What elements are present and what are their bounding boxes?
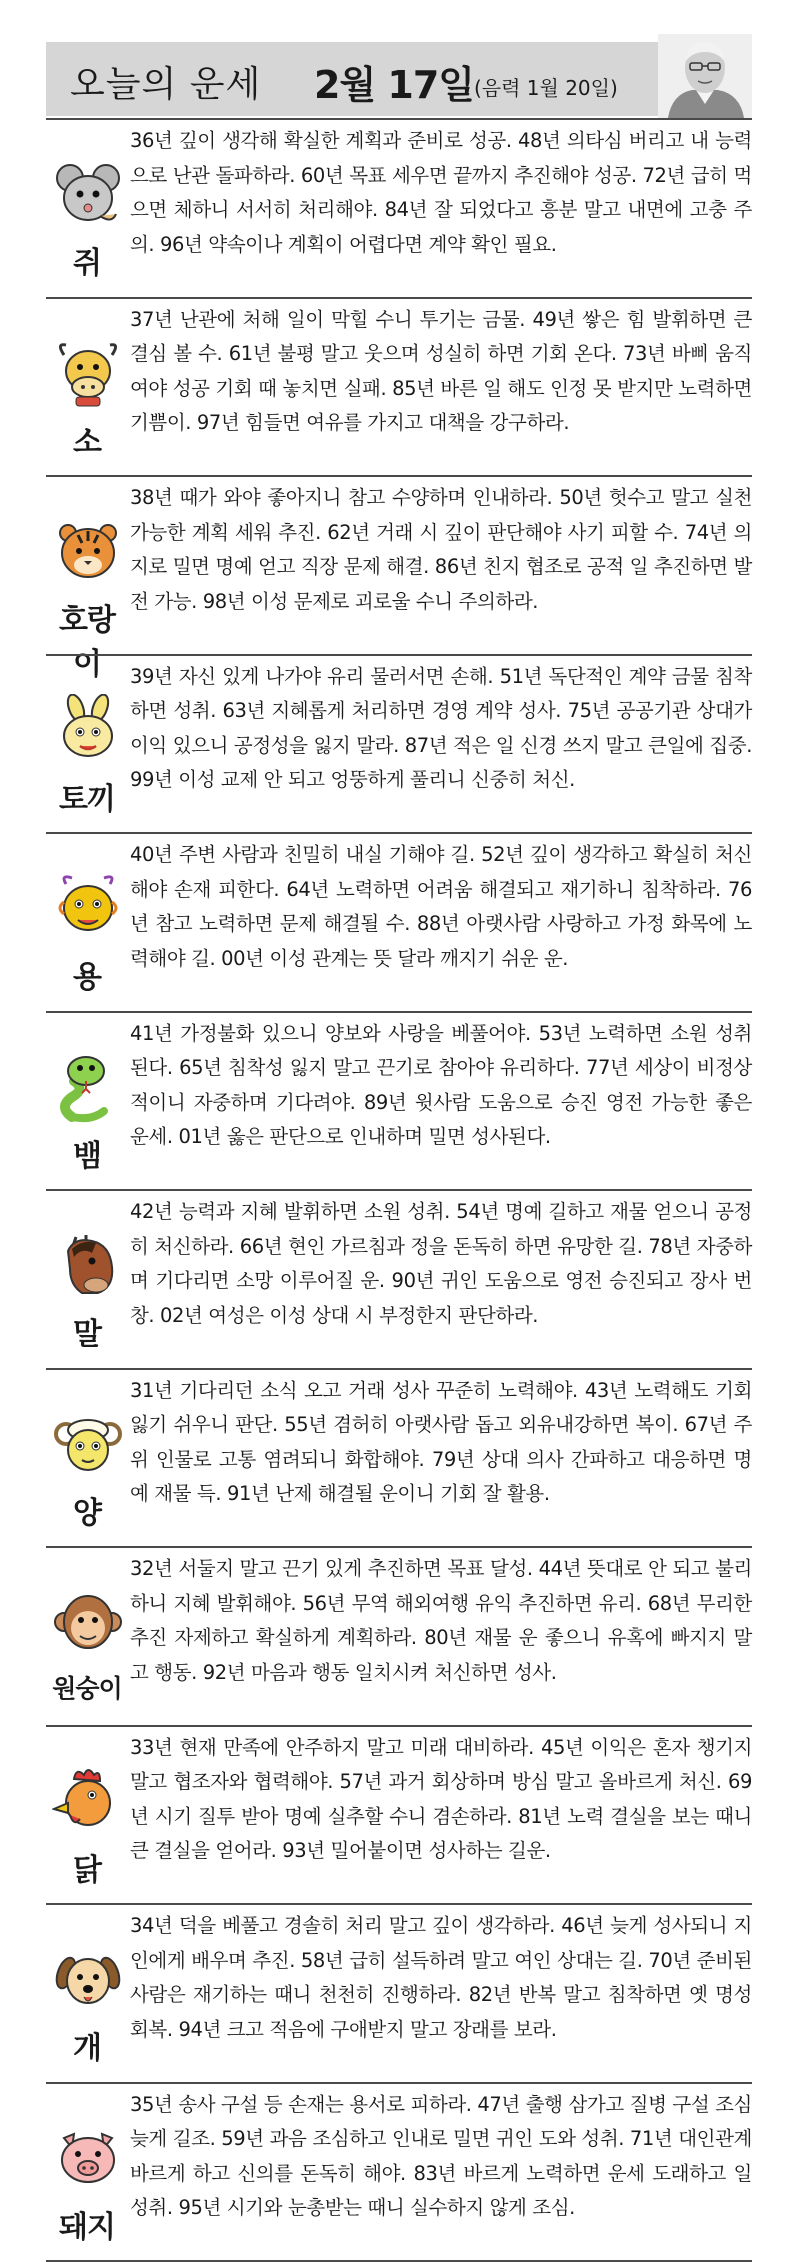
list-item (46, 297, 752, 476)
fortune-text: 37년 난관에 처해 일이 막힐 수니 투기는 금물. 49년 쌓은 힘 발휘하면 큰 결심 볼 수. 61년 불평 말고 웃으며 성실히 하면 기회 온다. 73년 바삐 움직여야 성공 기회 때 놓치면 실패. 85년 바른 일 해도 인정 못 받지만 노력하면 기쁨이. 97년 힘들면 여유를 가지고 대책을 강구하라. (130, 303, 752, 441)
rooster-icon (52, 1765, 124, 1837)
fortune-text: 39년 자신 있게 나가야 유리 물러서면 손해. 51년 독단적인 계약 금물 침착하면 성취. 63년 지혜롭게 처리하면 경영 계약 성사. 75년 공공기관 상대가 이익 있으니 공정성을 잃지 말라. 87년 적은 일 신경 쓰지 말고 큰일에 집중. 99년 이성 교제 안 되고 엉뚱하게 풀리니 신중히 처신. (130, 660, 752, 798)
author-portrait (658, 34, 752, 118)
list-item (46, 1546, 752, 1725)
animal-name: 개 (46, 2023, 128, 2067)
list-item (46, 1189, 752, 1368)
sheep-icon (52, 1408, 124, 1480)
monkey-icon (52, 1586, 124, 1658)
animal-name: 닭 (46, 1845, 128, 1889)
list-item (46, 1368, 752, 1547)
list-item (46, 2082, 752, 2262)
snake-icon (52, 1051, 124, 1123)
fortune-text: 40년 주변 사람과 친밀히 내실 기해야 길. 52년 깊이 생각하고 확실히 처신해야 손재 피한다. 64년 노력하면 어려움 해결되고 재기하니 침착하라. 76년 참고 노력하면 문제 해결될 수. 88년 아랫사람 사랑하고 가정 화목에 노력해야 길. 00년 이성 관계는 뜻 달라 깨지기 쉬운 운. (130, 838, 752, 976)
page-title: 오늘의 운세 (70, 56, 261, 107)
list-item (46, 1725, 752, 1904)
fortune-text: 41년 가정불화 있으니 양보와 사랑을 베풀어야. 53년 노력하면 소원 성취된다. 65년 침착성 잃지 말고 끈기로 참아야 유리하다. 77년 세상이 비정상적이니 자중하며 기다려야. 89년 윗사람 도움으로 승진 영전 가능한 좋은 운세. 01년 옳은 판단으로 인내하며 밀면 성사된다. (130, 1017, 752, 1155)
fortune-text: 38년 때가 와야 좋아지니 참고 수양하며 인내하라. 50년 헛수고 말고 실천 가능한 계획 세워 추진. 62년 거래 시 깊이 판단해야 사기 피할 수. 74년 의지로 밀면 명예 얻고 직장 문제 해결. 86년 친지 협조로 공적 일 추진하면 발전 가능. 98년 이성 문제로 괴로울 수니 주의하라. (130, 481, 752, 619)
animal-name: 돼지 (46, 2202, 128, 2246)
fortune-list (46, 118, 752, 2262)
pig-icon (52, 2122, 124, 2194)
fortune-text: 35년 송사 구설 등 손재는 용서로 피하라. 47년 출행 삼가고 질병 구설 조심 늦게 길조. 59년 과음 조심하고 인내로 밀면 귀인 도와 성취. 71년 대인관계 바르게 하고 신의를 돈독히 해야. 83년 바르게 노력하면 운세 도래하고 일 성취. 95년 시기와 눈총받는 때니 실수하지 않게 조심. (130, 2088, 752, 2226)
horse-icon (52, 1229, 124, 1301)
fortune-text: 42년 능력과 지혜 발휘하면 소원 성취. 54년 명예 길하고 재물 얻으니 공정히 처신하라. 66년 현인 가르침과 정을 돈독히 하면 유망한 길. 78년 자중하며 기다리면 소망 이루어질 운. 90년 귀인 도움으로 영전 승진되고 장사 번창. 02년 여성은 이성 상대 시 부정한지 판단하라. (130, 1195, 752, 1333)
animal-name: 용 (46, 952, 128, 996)
list-item (46, 475, 752, 654)
animal-name: 말 (46, 1309, 128, 1353)
list-item (46, 832, 752, 1011)
fortune-text: 32년 서둘지 말고 끈기 있게 추진하면 목표 달성. 44년 뜻대로 안 되고 불리하니 지혜 발휘해야. 56년 무역 해외여행 유익 추진하면 유리. 68년 무리한 추진 자제하고 확실하게 계획하라. 80년 재물 운 좋으니 유혹에 빠지지 말고 행동. 92년 마음과 행동 일치시켜 처신하면 성사. (130, 1552, 752, 1690)
animal-name: 양 (46, 1488, 128, 1532)
animal-name: 소 (46, 417, 128, 461)
animal-name: 호랑이 (46, 595, 128, 683)
animal-name: 뱀 (46, 1131, 128, 1175)
fortune-text: 34년 덕을 베풀고 경솔히 처리 말고 깊이 생각하라. 46년 늦게 성사되니 지인에게 배우며 추진. 58년 급히 설득하려 말고 여인 상대는 길. 70년 준비된 사람은 재기하는 때니 천천히 진행하라. 82년 반복 말고 침착하면 옛 명성 회복. 94년 크고 적음에 구애받지 말고 장래를 보라. (130, 1909, 752, 2047)
fortune-text: 31년 기다리던 소식 오고 거래 성사 꾸준히 노력해야. 43년 노력해도 기회 잃기 쉬우니 판단. 55년 겸허히 아랫사람 돕고 외유내강하면 복이. 67년 주위 인물로 고통 염려되니 화합해야. 79년 상대 의사 간파하고 대응하면 명예 재물 득. 91년 난제 해결될 운이니 기회 잘 활용. (130, 1374, 752, 1512)
tiger-icon (52, 515, 124, 587)
list-item (46, 118, 752, 297)
rabbit-icon (52, 694, 124, 766)
header (46, 34, 752, 118)
ox-icon (52, 337, 124, 409)
animal-name: 원숭이 (46, 1669, 128, 1705)
fortune-text: 36년 깊이 생각해 확실한 계획과 준비로 성공. 48년 의타심 버리고 내 능력으로 난관 돌파하라. 60년 목표 세우면 끝까지 추진해야 성공. 72년 급히 먹으면 체하니 서서히 처리해야. 84년 잘 되었다고 흥분 말고 내면에 고충 주의. 96년 약속이나 계획이 어렵다면 계약 확인 필요. (130, 124, 752, 262)
animal-name: 토끼 (46, 774, 128, 818)
dragon-icon (52, 872, 124, 944)
lunar-date: (음력 1월 20일) (474, 72, 618, 101)
fortune-text: 33년 현재 만족에 안주하지 말고 미래 대비하라. 45년 이익은 혼자 챙기지 말고 협조자와 협력해야. 57년 과거 회상하며 방심 말고 올바르게 처신. 69년 시기 질투 받아 명예 실추할 수니 겸손하라. 81년 노력 결실을 보는 때니 큰 결실을 얻어라. 93년 밀어붙이면 성사하는 길운. (130, 1731, 752, 1869)
list-item (46, 654, 752, 833)
list-item (46, 1011, 752, 1190)
rat-icon (52, 158, 124, 230)
animal-name: 쥐 (46, 238, 128, 282)
dog-icon (52, 1943, 124, 2015)
list-item (46, 1903, 752, 2082)
date: 2월 17일 (314, 54, 474, 109)
